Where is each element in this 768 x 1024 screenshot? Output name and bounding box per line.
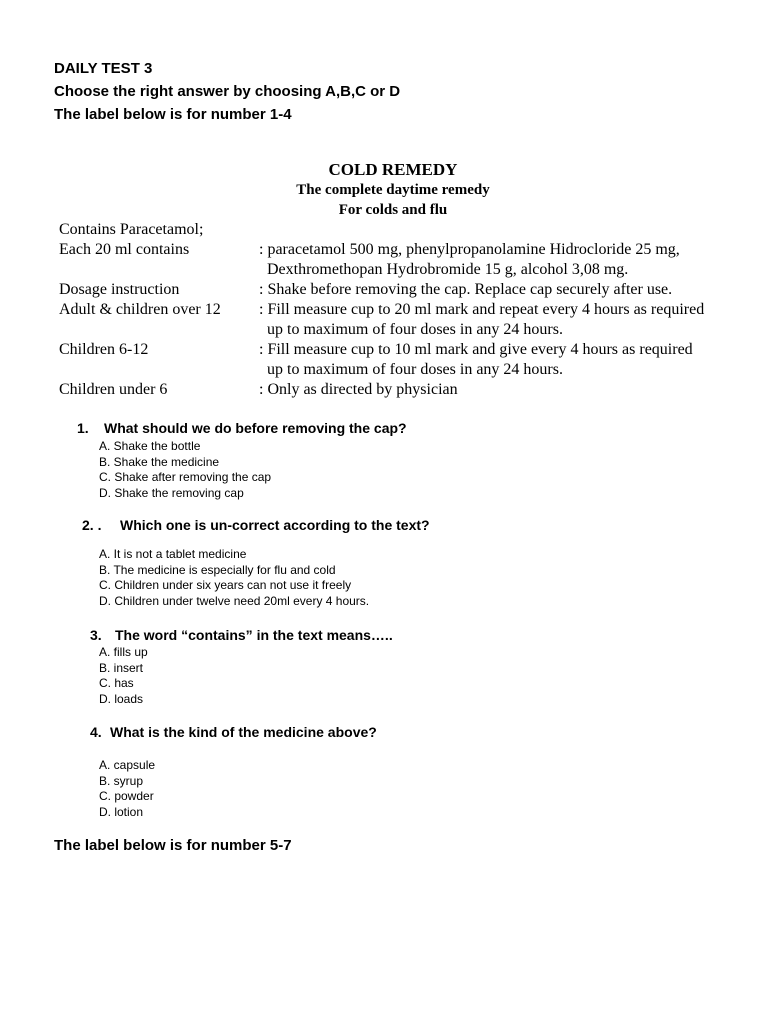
answer-option: B. syrup xyxy=(99,773,144,788)
question-3-title xyxy=(90,627,393,644)
answer-option: D. lotion xyxy=(99,804,144,819)
label-row-label: Children 6-12 xyxy=(59,341,149,358)
label-row-value: : Fill measure cup to 10 ml mark and give every 4 hours as required up to maximum of four doses in any 24 hours. xyxy=(259,341,693,378)
answer-option: B. insert xyxy=(99,660,144,675)
answer-option: A. fills up xyxy=(99,645,148,659)
label-title: COLD REMEDY xyxy=(328,160,458,179)
question-4-options xyxy=(99,758,155,820)
label-subtitle-2: For colds and flu xyxy=(338,202,448,218)
label-subtitle-1: The complete daytime remedy xyxy=(296,182,490,198)
question-text: The word “contains” in the text means….. xyxy=(115,627,393,643)
question-number: 4. xyxy=(90,724,102,740)
question-number: 3. xyxy=(90,627,102,643)
answer-option: B. The medicine is especially for flu and cold xyxy=(99,562,336,577)
test-title: DAILY TEST 3 xyxy=(54,60,153,77)
label-note: The label below is for number 1-4 xyxy=(54,106,292,123)
label-row-value: : Fill measure cup to 20 ml mark and repeat every 4 hours as required up to maximum of four doses in any 24 hours. xyxy=(259,301,705,338)
answer-option: D. loads xyxy=(99,691,144,706)
question-number: 1. xyxy=(77,420,89,436)
label-row-label: Dosage instruction xyxy=(59,281,180,298)
question-1-options xyxy=(99,439,271,501)
answer-option: D. Shake the removing cap xyxy=(99,485,244,500)
question-number: 2. . xyxy=(82,517,102,533)
question-1-title xyxy=(77,420,407,437)
label-row-value: : Only as directed by physician xyxy=(259,381,458,398)
answer-option: C. Shake after removing the cap xyxy=(99,470,272,484)
question-3-options xyxy=(99,645,148,707)
label-row-label: Each 20 ml contains xyxy=(59,241,190,258)
label-note-5-7: The label below is for number 5-7 xyxy=(54,837,292,854)
label-row-value: : paracetamol 500 mg, phenylpropanolamine Hidrocloride 25 mg, Dexthromethopan Hydrobromide 15 g, alcohol 3,08 mg. xyxy=(259,241,680,278)
question-2-title xyxy=(82,517,430,534)
label-row-label: Adult & children over 12 xyxy=(59,301,221,318)
label-row-label: Contains Paracetamol; xyxy=(59,221,204,238)
answer-option: A. capsule xyxy=(99,758,156,772)
question-text: What is the kind of the medicine above? xyxy=(110,724,377,740)
answer-option: C. has xyxy=(99,676,134,690)
question-4-title xyxy=(90,724,377,741)
answer-option: A. Shake the bottle xyxy=(99,439,201,453)
question-2-options xyxy=(99,547,369,609)
question-text: What should we do before removing the cap? xyxy=(104,420,407,436)
answer-option: C. powder xyxy=(99,789,154,803)
instruction-text: Choose the right answer by choosing A,B,C or D xyxy=(54,83,401,100)
answer-option: B. Shake the medicine xyxy=(99,454,220,469)
label-row-value: : Shake before removing the cap. Replace cap securely after use. xyxy=(259,281,673,298)
answer-option: C. Children under six years can not use it freely xyxy=(99,578,352,592)
label-row-label: Children under 6 xyxy=(59,381,168,398)
question-text: Which one is un-correct according to the text? xyxy=(120,517,430,533)
answer-option: A. It is not a tablet medicine xyxy=(99,547,247,561)
answer-option: D. Children under twelve need 20ml every 4 hours. xyxy=(99,593,370,608)
